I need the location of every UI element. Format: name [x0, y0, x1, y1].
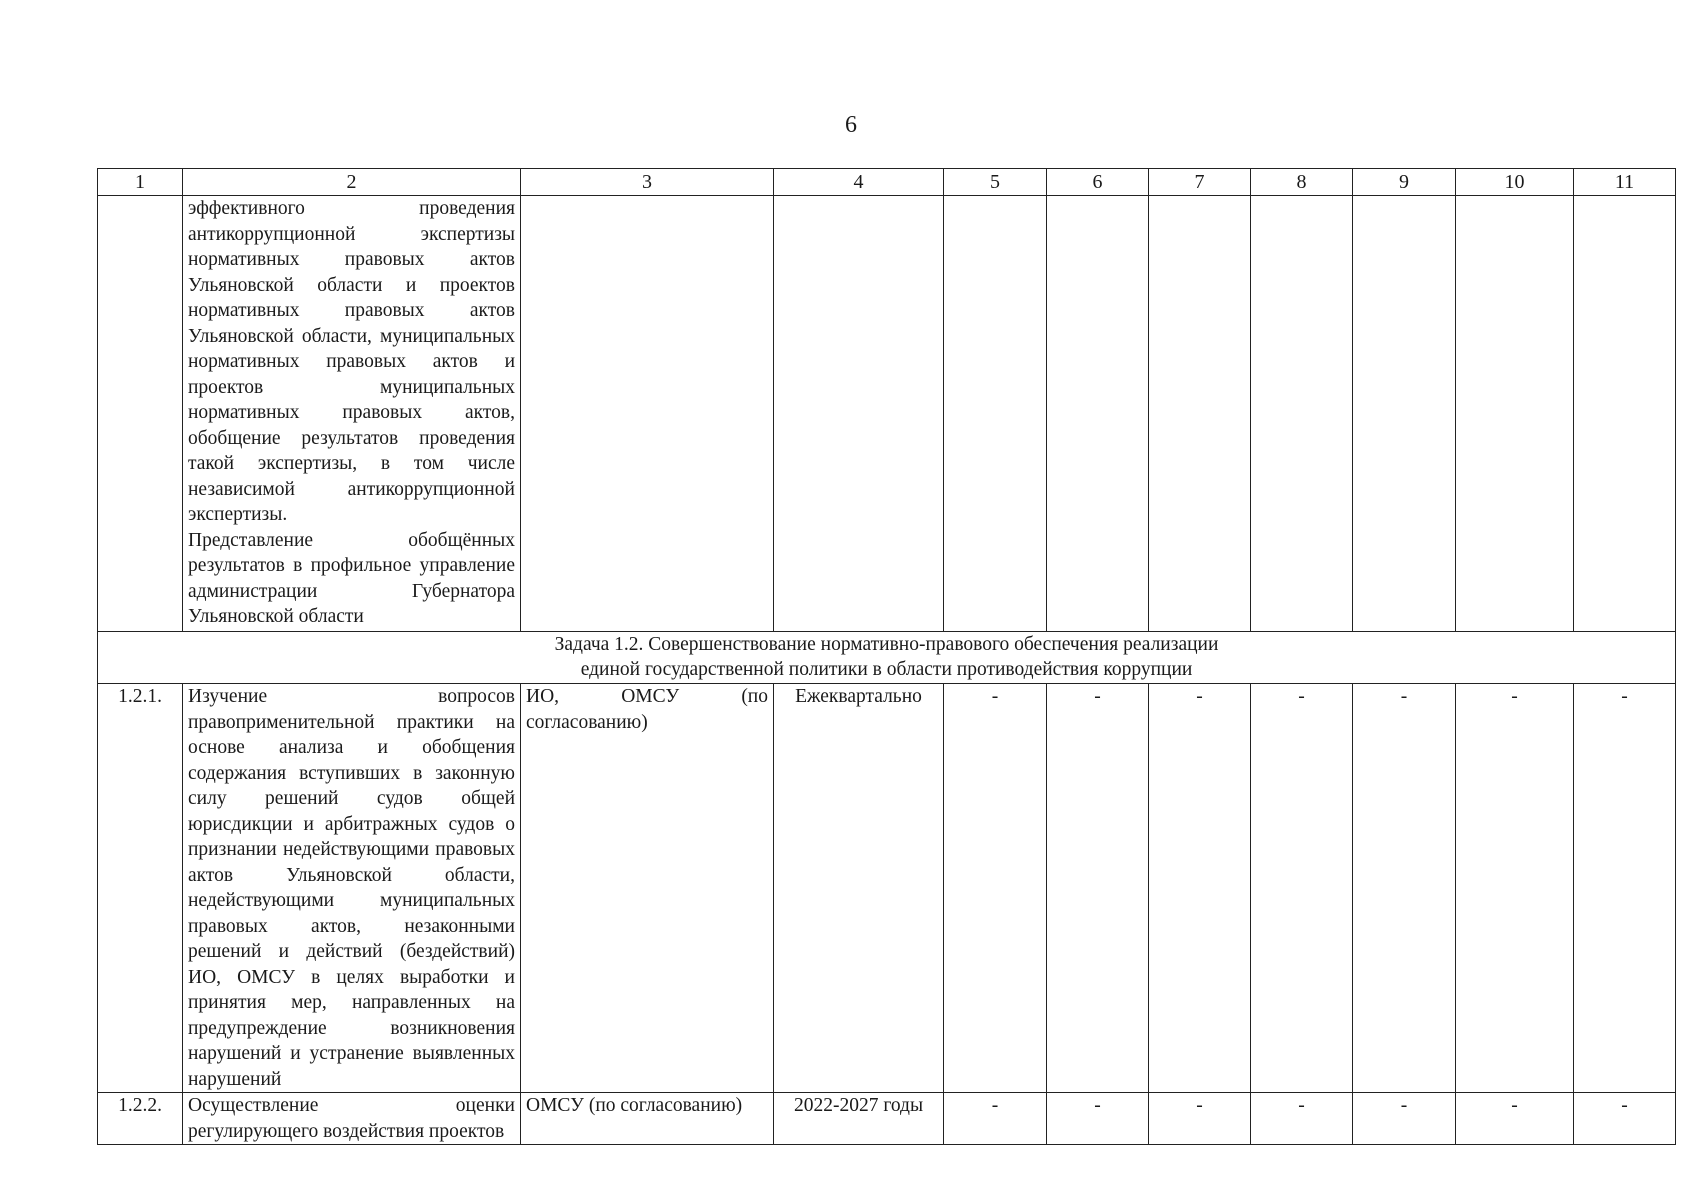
task-heading-line-2: единой государственной политики в области противодействия коррупции	[580, 659, 1193, 680]
value-cell-8: -	[1251, 1093, 1353, 1145]
value-cell-9: -	[1353, 684, 1456, 1093]
column-header-6: 6	[1047, 169, 1149, 196]
value-cell-10: -	[1456, 684, 1574, 1093]
table-row-continuation	[98, 196, 1676, 632]
value-cell-11: -	[1574, 684, 1676, 1093]
executor-cell: ИО, ОМСУ (по согласованию)	[521, 684, 774, 1093]
column-header-3: 3	[521, 169, 774, 196]
row-number-cell: 1.2.2.	[98, 1093, 183, 1145]
description-paragraph-2: Представление обобщённых результатов в профильное управление администрации Губернатора Ульяновской области	[188, 529, 515, 627]
column-header-11: 11	[1574, 169, 1676, 196]
table-row-1-2-2	[98, 1093, 1676, 1145]
column-header-5: 5	[944, 169, 1047, 196]
column-header-1: 1	[98, 169, 183, 196]
column-header-4: 4	[774, 169, 944, 196]
activity-description-cell: Изучение вопросов правоприменительной практики на основе анализа и обобщения содержания вступивших в законную силу решений судов общей юрисдикции и арбитражных судов о признании недействующими правовых актов Ульяновской области, недействующими муниципальных правовых актов, незаконными решений и действий (бездействий) ИО, ОМСУ в целях выработки и принятия мер, направленных на предупреждение возникновения нарушений и устранение выявленных нарушений	[183, 684, 521, 1093]
value-cell-10: -	[1456, 1093, 1574, 1145]
executor-cell	[521, 196, 774, 632]
activity-description-cell	[183, 196, 521, 632]
value-cell-7: -	[1149, 1093, 1251, 1145]
activity-description-cell: Осуществление оценки регулирующего воздействия проектов	[183, 1093, 521, 1145]
value-cell-5	[944, 196, 1047, 632]
value-cell-9: -	[1353, 1093, 1456, 1145]
program-activities-table	[97, 168, 1676, 1145]
row-number-cell: 1.2.1.	[98, 684, 183, 1093]
task-heading-cell	[98, 632, 1676, 684]
value-cell-6	[1047, 196, 1149, 632]
column-header-9: 9	[1353, 169, 1456, 196]
value-cell-6: -	[1047, 684, 1149, 1093]
executor-cell: ОМСУ (по согласованию)	[521, 1093, 774, 1145]
value-cell-5: -	[944, 1093, 1047, 1145]
value-cell-11: -	[1574, 1093, 1676, 1145]
task-heading-line-1: Задача 1.2. Совершенствование нормативно-правового обеспечения реализации	[554, 634, 1219, 655]
value-cell-6: -	[1047, 1093, 1149, 1145]
row-number-cell	[98, 196, 183, 632]
value-cell-9	[1353, 196, 1456, 632]
column-header-7: 7	[1149, 169, 1251, 196]
page-number: 6	[845, 112, 857, 138]
column-header-2: 2	[183, 169, 521, 196]
table-row-1-2-1	[98, 684, 1676, 1093]
value-cell-7	[1149, 196, 1251, 632]
value-cell-8	[1251, 196, 1353, 632]
value-cell-5: -	[944, 684, 1047, 1093]
column-header-8: 8	[1251, 169, 1353, 196]
term-cell: 2022-2027 годы	[774, 1093, 944, 1145]
column-header-10: 10	[1456, 169, 1574, 196]
column-number-header-row	[98, 169, 1676, 196]
task-heading-row	[98, 632, 1676, 684]
term-cell: Ежеквартально	[774, 684, 944, 1093]
value-cell-7: -	[1149, 684, 1251, 1093]
term-cell	[774, 196, 944, 632]
value-cell-11	[1574, 196, 1676, 632]
description-paragraph-1: эффективного проведения антикоррупционной экспертизы нормативных правовых актов Ульяновской области и проектов нормативных правовых актов Ульяновской области, муниципальных нормативных правовых актов и проектов муниципальных нормативных правовых актов, обобщение результатов проведения такой экспертизы, в том числе независимой антикоррупционной экспертизы.	[188, 198, 515, 525]
value-cell-10	[1456, 196, 1574, 632]
value-cell-8: -	[1251, 684, 1353, 1093]
